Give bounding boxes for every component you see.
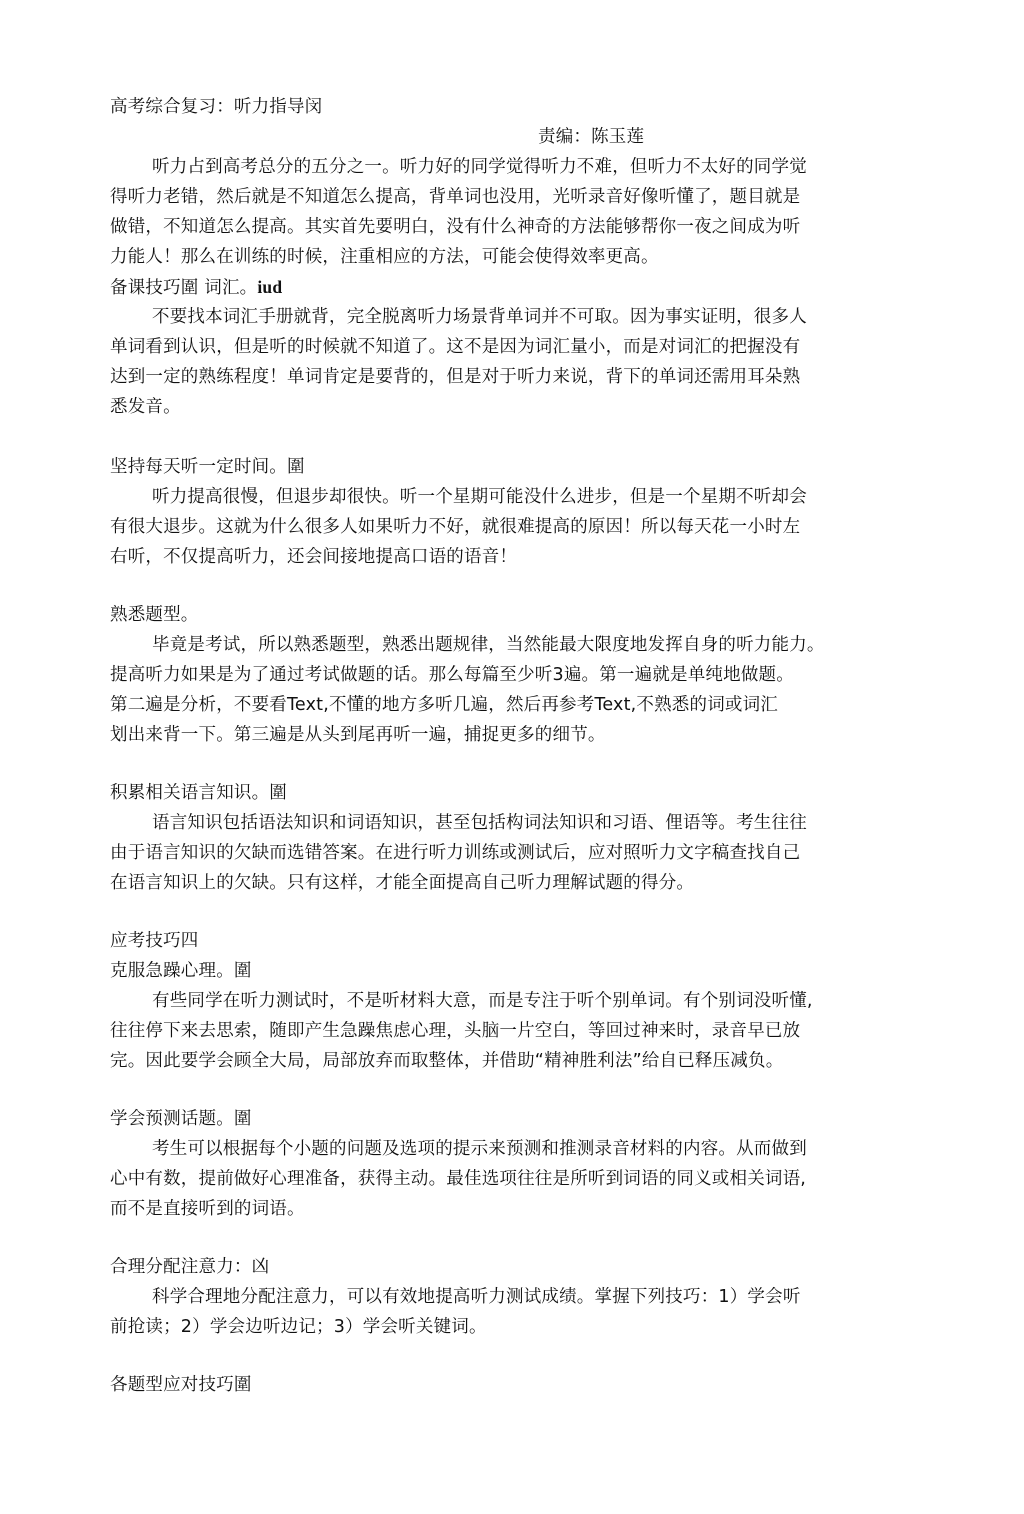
paragraph-line: 划出来背一下。第三遍是从头到尾再听一遍，捕捉更多的细节。 bbox=[110, 725, 606, 745]
section-heading: 各题型应对技巧圍 bbox=[110, 1375, 252, 1395]
paragraph-line: 心中有数，提前做好心理准备，获得主动。最佳选项往往是所听到词语的同义或相关词语, bbox=[110, 1169, 807, 1189]
intro-line: 听力占到高考总分的五分之一。听力好的同学觉得听力不难，但听力不太好的同学觉 bbox=[152, 157, 807, 177]
paragraph-line: 往往停下来去思索，随即产生急躁焦虑心理，头脑一片空白，等回过神来时，录音早已放 bbox=[110, 1021, 801, 1041]
paragraph-line: 前抢读；2）学会边听边记；3）学会听关键词。 bbox=[110, 1317, 487, 1337]
paragraph-line: 科学合理地分配注意力，可以有效地提高听力测试成绩。掌握下列技巧：1）学会听 bbox=[152, 1287, 801, 1307]
section-heading: 积累相关语言知识。圍 bbox=[110, 783, 287, 803]
section-heading-vocabulary bbox=[110, 276, 282, 299]
paragraph-line: 第二遍是分析，不要看Text,不懂的地方多听几遍，然后再参考Text,不熟悉的词或词汇 bbox=[110, 695, 779, 715]
section-heading: 学会预测话题。圍 bbox=[110, 1109, 252, 1129]
section-heading: 克服急躁心理。圍 bbox=[110, 961, 252, 981]
paragraph-line: 考生可以根据每个小题的问题及选项的提示来预测和推测录音材料的内容。从而做到 bbox=[152, 1139, 807, 1159]
paragraph-line: 右听，不仅提高听力，还会间接地提高口语的语音！ bbox=[110, 547, 518, 567]
intro-line: 做错，不知道怎么提高。其实首先要明白，没有什么神奇的方法能够帮你一夜之间成为听 bbox=[110, 217, 801, 237]
section-main-heading: 应考技巧四 bbox=[110, 931, 199, 951]
paragraph-line: 不要找本词汇手册就背，完全脱离听力场景背单词并不可取。因为事实证明，很多人 bbox=[152, 307, 807, 327]
section-heading: 熟悉题型。 bbox=[110, 605, 199, 625]
paragraph-line: 在语言知识上的欠缺。只有这样，才能全面提高自己听力理解试题的得分。 bbox=[110, 873, 695, 893]
paragraph-line: 由于语言知识的欠缺而选错答案。在进行听力训练或测试后，应对照听力文字稿查找自己 bbox=[110, 843, 801, 863]
paragraph-line: 而不是直接听到的词语。 bbox=[110, 1199, 305, 1219]
paragraph-line: 听力提高很慢，但退步却很快。听一个星期可能没什么进步，但是一个星期不听却会 bbox=[152, 487, 807, 507]
intro-line: 力能人！那么在训练的时候，注重相应的方法，可能会使得效率更高。 bbox=[110, 247, 659, 267]
paragraph-line: 悉发音。 bbox=[110, 397, 181, 417]
section-heading-text: 备课技巧圍 词汇。 bbox=[110, 278, 258, 298]
paragraph-line: 单词看到认识，但是听的时候就不知道了。这不是因为词汇量小，而是对词汇的把握没有 bbox=[110, 337, 801, 357]
paragraph-line: 达到一定的熟练程度！单词肯定是要背的，但是对于听力来说，背下的单词还需用耳朵熟 bbox=[110, 367, 801, 387]
intro-line: 得听力老错，然后就是不知道怎么提高，背单词也没用，光听录音好像听懂了，题目就是 bbox=[110, 187, 801, 207]
paragraph-line: 完。因此要学会顾全大局，局部放弃而取整体，并借助“精神胜利法”给自已释压减负。 bbox=[110, 1051, 784, 1071]
paragraph-line: 语言知识包括语法知识和词语知识，甚至包括构词法知识和习语、俚语等。考生往往 bbox=[152, 813, 807, 833]
paragraph-line: 有很大退步。这就为什么很多人如果听力不好，就很难提高的原因！所以每天花一小时左 bbox=[110, 517, 801, 537]
paragraph-line: 有些同学在听力测试时，不是听材料大意，而是专注于听个别单词。有个别词没听懂, bbox=[152, 991, 813, 1011]
section-heading: 合理分配注意力：凶 bbox=[110, 1257, 270, 1277]
document-title: 高考综合复习：听力指导闵 bbox=[110, 97, 323, 117]
section-heading: 坚持每天听一定时间。圍 bbox=[110, 457, 305, 477]
paragraph-line: 提高听力如果是为了通过考试做题的话。那么每篇至少听3遍。第一遍就是单纯地做题。 bbox=[110, 665, 794, 685]
section-heading-latin: iud bbox=[257, 277, 283, 297]
paragraph-line: 毕竟是考试，所以熟悉题型，熟悉出题规律，当然能最大限度地发挥自身的听力能力。 bbox=[152, 635, 825, 655]
editor-credit: 责编：陈玉莲 bbox=[538, 127, 645, 147]
